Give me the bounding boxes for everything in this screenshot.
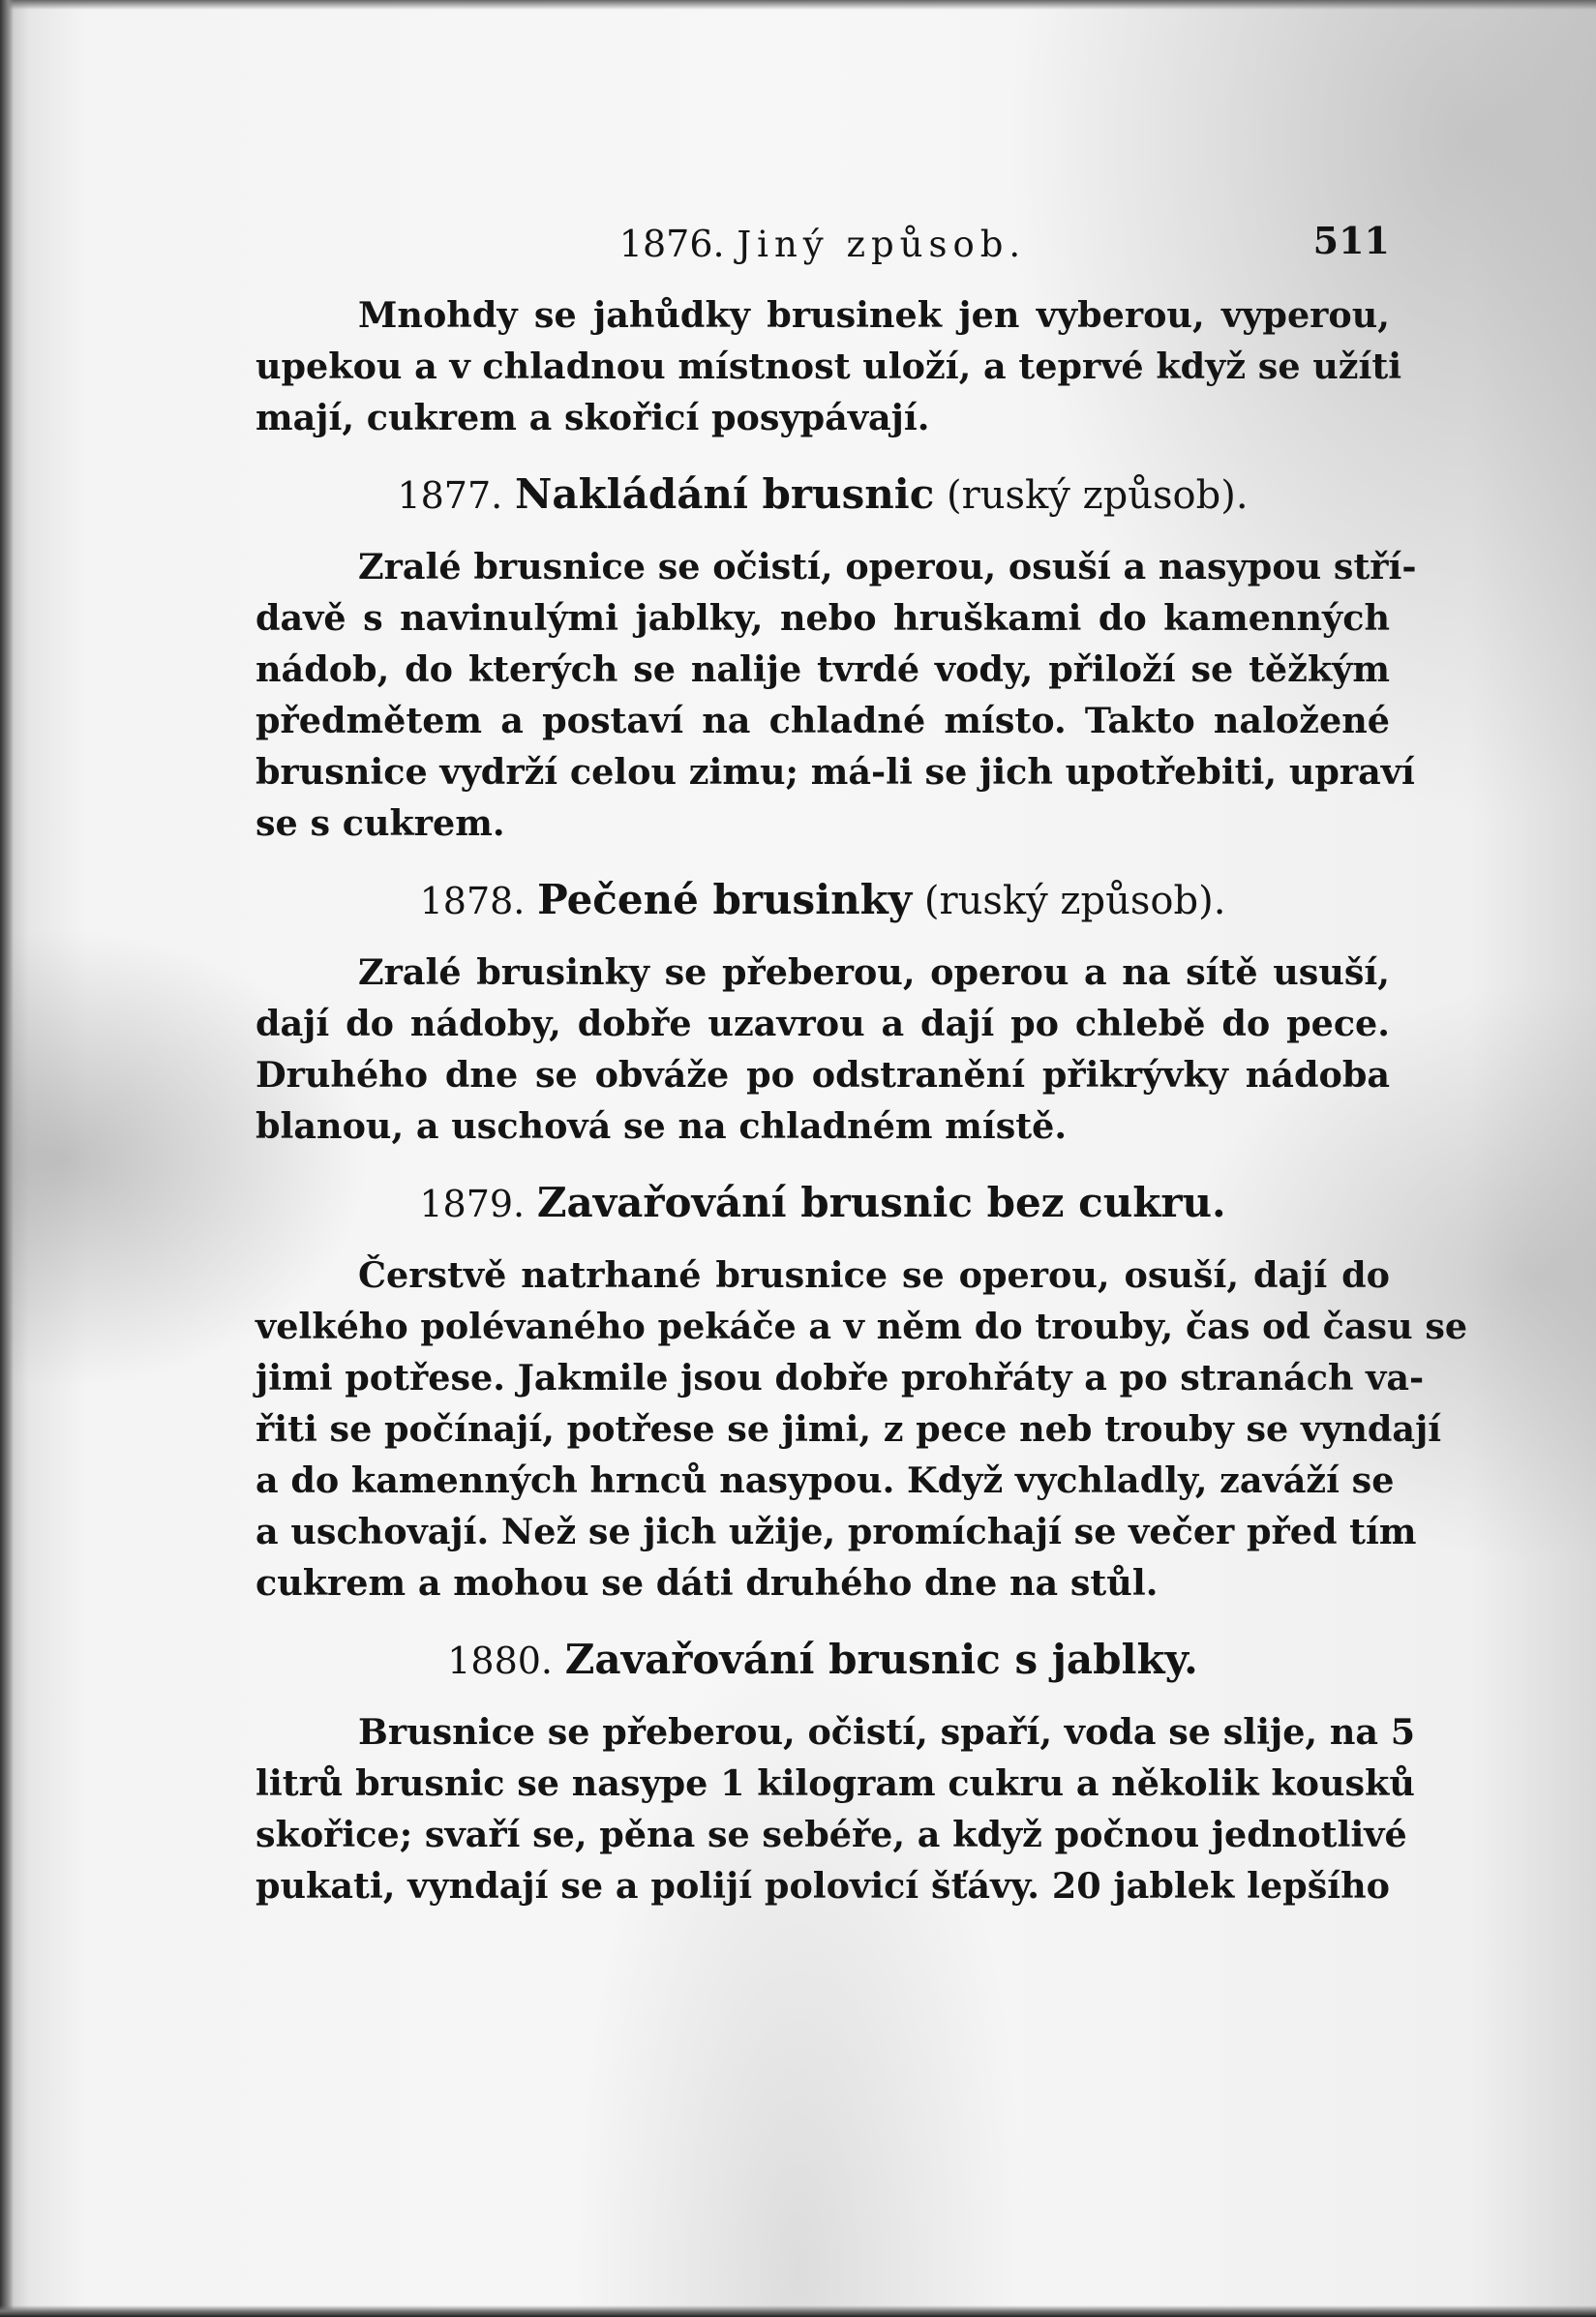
section-number: 1879.: [419, 1183, 526, 1225]
section-heading-1876: [256, 219, 1390, 270]
scan-edge-left: [0, 0, 14, 2317]
section-title: Zavařování brusnic bez cukru.: [536, 1179, 1226, 1226]
page-number: 511: [1312, 219, 1390, 262]
section-title: Pečené brusinky: [537, 876, 913, 923]
section-number: 1877.: [397, 474, 503, 517]
text-line: litrů brusnic se nasype 1 kilogram cukru a několik kousků: [256, 1762, 1415, 1804]
section-heading-1878: [256, 874, 1390, 927]
section-title: Jiný způsob.: [737, 224, 1027, 265]
text-line: se s cukrem.: [256, 802, 505, 844]
section-heading-1879: [256, 1177, 1390, 1230]
section-text-1876: [256, 289, 1402, 443]
text-line: Čerstvě natrhané brusnice se operou, osuší, dají do: [358, 1254, 1390, 1296]
text-line: jimi potřese. Jakmile jsou dobře prohřáty a po stranách va-: [256, 1357, 1425, 1399]
text-line: Mnohdy se jahůdky brusinek jen vyberou, vyperou,: [358, 294, 1390, 336]
section-heading-1880: [256, 1634, 1390, 1687]
text-line: nádob, do kterých se nalije tvrdé vody, přiloží se těžkým: [256, 648, 1390, 690]
text-line: a uschovají. Než se jich užije, promíchají se večer před tím: [256, 1511, 1417, 1552]
text-line: davě s navinulými jablky, nebo hruškami do kamenných: [256, 597, 1390, 639]
section-number: 1878.: [419, 880, 526, 922]
section-text-1879: [256, 1249, 1468, 1609]
text-line: velkého polévaného pekáče a v něm do trouby, čas od času se: [256, 1306, 1468, 1347]
text-line: předmětem a postaví na chladné místo. Takto naložené: [256, 700, 1390, 741]
section-number: 1876.: [618, 223, 725, 265]
section-text-1878: [256, 947, 1390, 1152]
text-line: upekou a v chladnou místnost uloží, a teprvé když se užíti: [256, 346, 1402, 387]
text-line: skořice; svaří se, pěna se sebéře, a když počnou jednotlivé: [256, 1814, 1407, 1855]
section-title: Nakládání brusnic: [514, 470, 935, 518]
text-line: dají do nádoby, dobře uzavrou a dají po chlebě do pece.: [256, 1003, 1390, 1044]
text-line: cukrem a mohou se dáti druhého dne na stůl.: [256, 1562, 1159, 1604]
text-line: Druhého dne se obváže po odstranění přikrývky nádoba: [256, 1054, 1390, 1096]
text-line: a do kamenných hrnců nasypou. Když vychladly, zaváží se: [256, 1459, 1395, 1501]
section-number: 1880.: [447, 1640, 554, 1682]
section-subtitle: (ruský způsob).: [923, 879, 1226, 923]
text-line: brusnice vydrží celou zimu; má-li se jich upotřebiti, upraví: [256, 751, 1415, 793]
text-line: řiti se počínají, potřese se jimi, z pece neb trouby se vyndají: [256, 1408, 1442, 1450]
section-heading-1877: [256, 468, 1390, 522]
section-subtitle: (ruský způsob).: [947, 473, 1249, 518]
text-line: mají, cukrem a skořicí posypávají.: [256, 397, 930, 438]
text-line: Zralé brusnice se očistí, operou, osuší a nasypou stří-: [358, 546, 1417, 587]
text-line: Zralé brusinky se přeberou, operou a na sítě usuší,: [358, 951, 1390, 993]
page-content: [256, 219, 1468, 1911]
text-line: pukati, vyndají se a polijí polovicí šťávy. 20 jablek lepšího: [256, 1865, 1390, 1907]
scan-edge-top: [0, 0, 1596, 10]
text-line: Brusnice se přeberou, očistí, spaří, voda se slije, na 5: [358, 1711, 1416, 1753]
section-title: Zavařování brusnic s jablky.: [564, 1636, 1198, 1683]
section-text-1880: [256, 1706, 1416, 1911]
text-line: blanou, a uschová se na chladném místě.: [256, 1105, 1068, 1147]
scan-edge-bottom: [0, 2305, 1596, 2317]
section-text-1877: [256, 541, 1417, 849]
